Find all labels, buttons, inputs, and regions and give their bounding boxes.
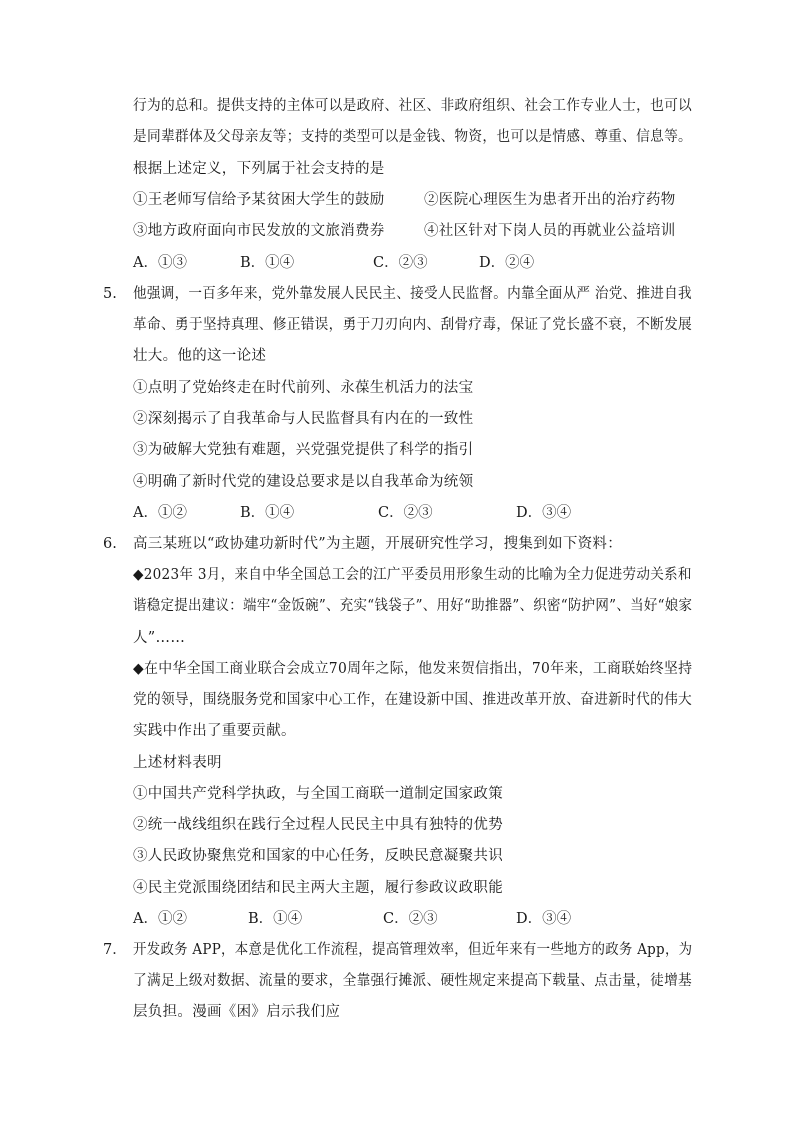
q6-statement-1: ①中国共产党科学执政，与全国工商联一道制定国家政策 [133, 786, 503, 802]
q4-statement-1: ①王老师写信给予某贫困大学生的鼓励 [133, 192, 385, 208]
q5-statement-4: ④明确了新时代党的建设总要求是以自我革命为统领 [133, 474, 474, 490]
q6-choice-a[interactable]: A．①② [133, 911, 187, 927]
q6-line-6: 党的领导，围绕服务党和国家中心工作，在建设新中国、推进改革开放、奋进新时代的伟大 [133, 692, 693, 708]
q4-statement-2: ②医院心理医生为患者开出的治疗药物 [424, 192, 676, 208]
q6-line-1: 高三某班以“政协建功新时代”为主题，开展研究性学习，搜集到如下资料： [133, 536, 623, 552]
q5-choice-b[interactable]: B．①④ [240, 505, 295, 521]
q6-statement-3: ③人民政协聚焦党和国家的中心任务，反映民意凝聚共识 [133, 848, 503, 864]
q4-line-2: 是同辈群体及父母亲友等；支持的类型可以是金钱、物资，也可以是情感、尊重、信息等。 [133, 129, 693, 145]
q5-statement-2: ②深刻揭示了自我革命与人民监督具有内在的一致性 [133, 411, 474, 427]
q4-choice-b[interactable]: B．①④ [240, 255, 295, 271]
q4-choice-d[interactable]: D．②④ [479, 255, 535, 271]
q6-line-5: ◆在中华全国工商业联合会成立70周年之际，他发来贺信指出，70年来，工商联始终坚持 [133, 661, 693, 677]
q5-line-2: 革命、勇于坚持真理、修正错误，勇于刀刃向内、刮骨疗毒，保证了党长盛不衰，不断发展 [133, 317, 693, 333]
q6-line-8: 上述材料表明 [133, 755, 222, 771]
q6-choice-c[interactable]: C．②③ [383, 911, 438, 927]
q6-line-7: 实践中作出了重要贡献。 [133, 723, 296, 739]
q4-statement-4: ④社区针对下岗人员的再就业公益培训 [424, 223, 676, 239]
q6-line-2: ◆2023年 3月，来自中华全国总工会的江广平委员用形象生动的比喻为全力促进劳动关系和 [133, 567, 692, 583]
q4-choice-c[interactable]: C．②③ [373, 255, 428, 271]
q4-statement-3: ③地方政府面向市民发放的文旅消费券 [133, 223, 385, 239]
q4-line-3: 根据上述定义，下列属于社会支持的是 [133, 161, 385, 177]
q5-line-1: 他强调，一百多年来，党外靠发展人民民主、接受人民监督。内靠全面从严 治党、推进自我 [133, 286, 692, 302]
q6-line-4: 人”…… [133, 630, 186, 646]
q7-line-1: 开发政务 APP，本意是优化工作流程，提高管理效率，但近年来有一些地方的政务 App，为 [133, 942, 693, 958]
q6-number: 6. [103, 536, 117, 552]
q5-statement-1: ①点明了党始终走在时代前列、永葆生机活力的法宝 [133, 380, 474, 396]
q5-statement-3: ③为破解大党独有难题，兴党强党提供了科学的指引 [133, 442, 474, 458]
q6-statement-4: ④民主党派围绕团结和民主两大主题，履行参政议政职能 [133, 880, 503, 896]
q5-choice-c[interactable]: C．②③ [378, 505, 433, 521]
q5-choice-a[interactable]: A．①② [133, 505, 187, 521]
q4-choice-a[interactable]: A．①③ [133, 255, 187, 271]
q5-line-3: 壮大。他的这一论述 [133, 348, 267, 364]
q5-choice-d[interactable]: D．③④ [516, 505, 572, 521]
q7-number: 7． [103, 942, 127, 958]
q7-line-3: 层负担。漫画《困》启示我们应 [133, 1004, 341, 1020]
q6-statement-2: ②统一战线组织在践行全过程人民民主中具有独特的优势 [133, 817, 503, 833]
q6-line-3: 谐稳定提出建议：端牢“金饭碗”、充实“钱袋子”、用好“助推器”、织密“防护网”、当好“娘家 [133, 598, 693, 614]
q5-number: 5. [103, 286, 117, 302]
q6-choice-d[interactable]: D．③④ [516, 911, 572, 927]
q7-line-2: 了满足上级对数据、流量的要求，全靠强行摊派、硬性规定来提高下载量、点击量，徒增基 [133, 973, 693, 989]
q6-choice-b[interactable]: B．①④ [248, 911, 303, 927]
q4-line-1: 行为的总和。提供支持的主体可以是政府、社区、非政府组织、社会工作专业人士，也可以 [133, 98, 693, 114]
